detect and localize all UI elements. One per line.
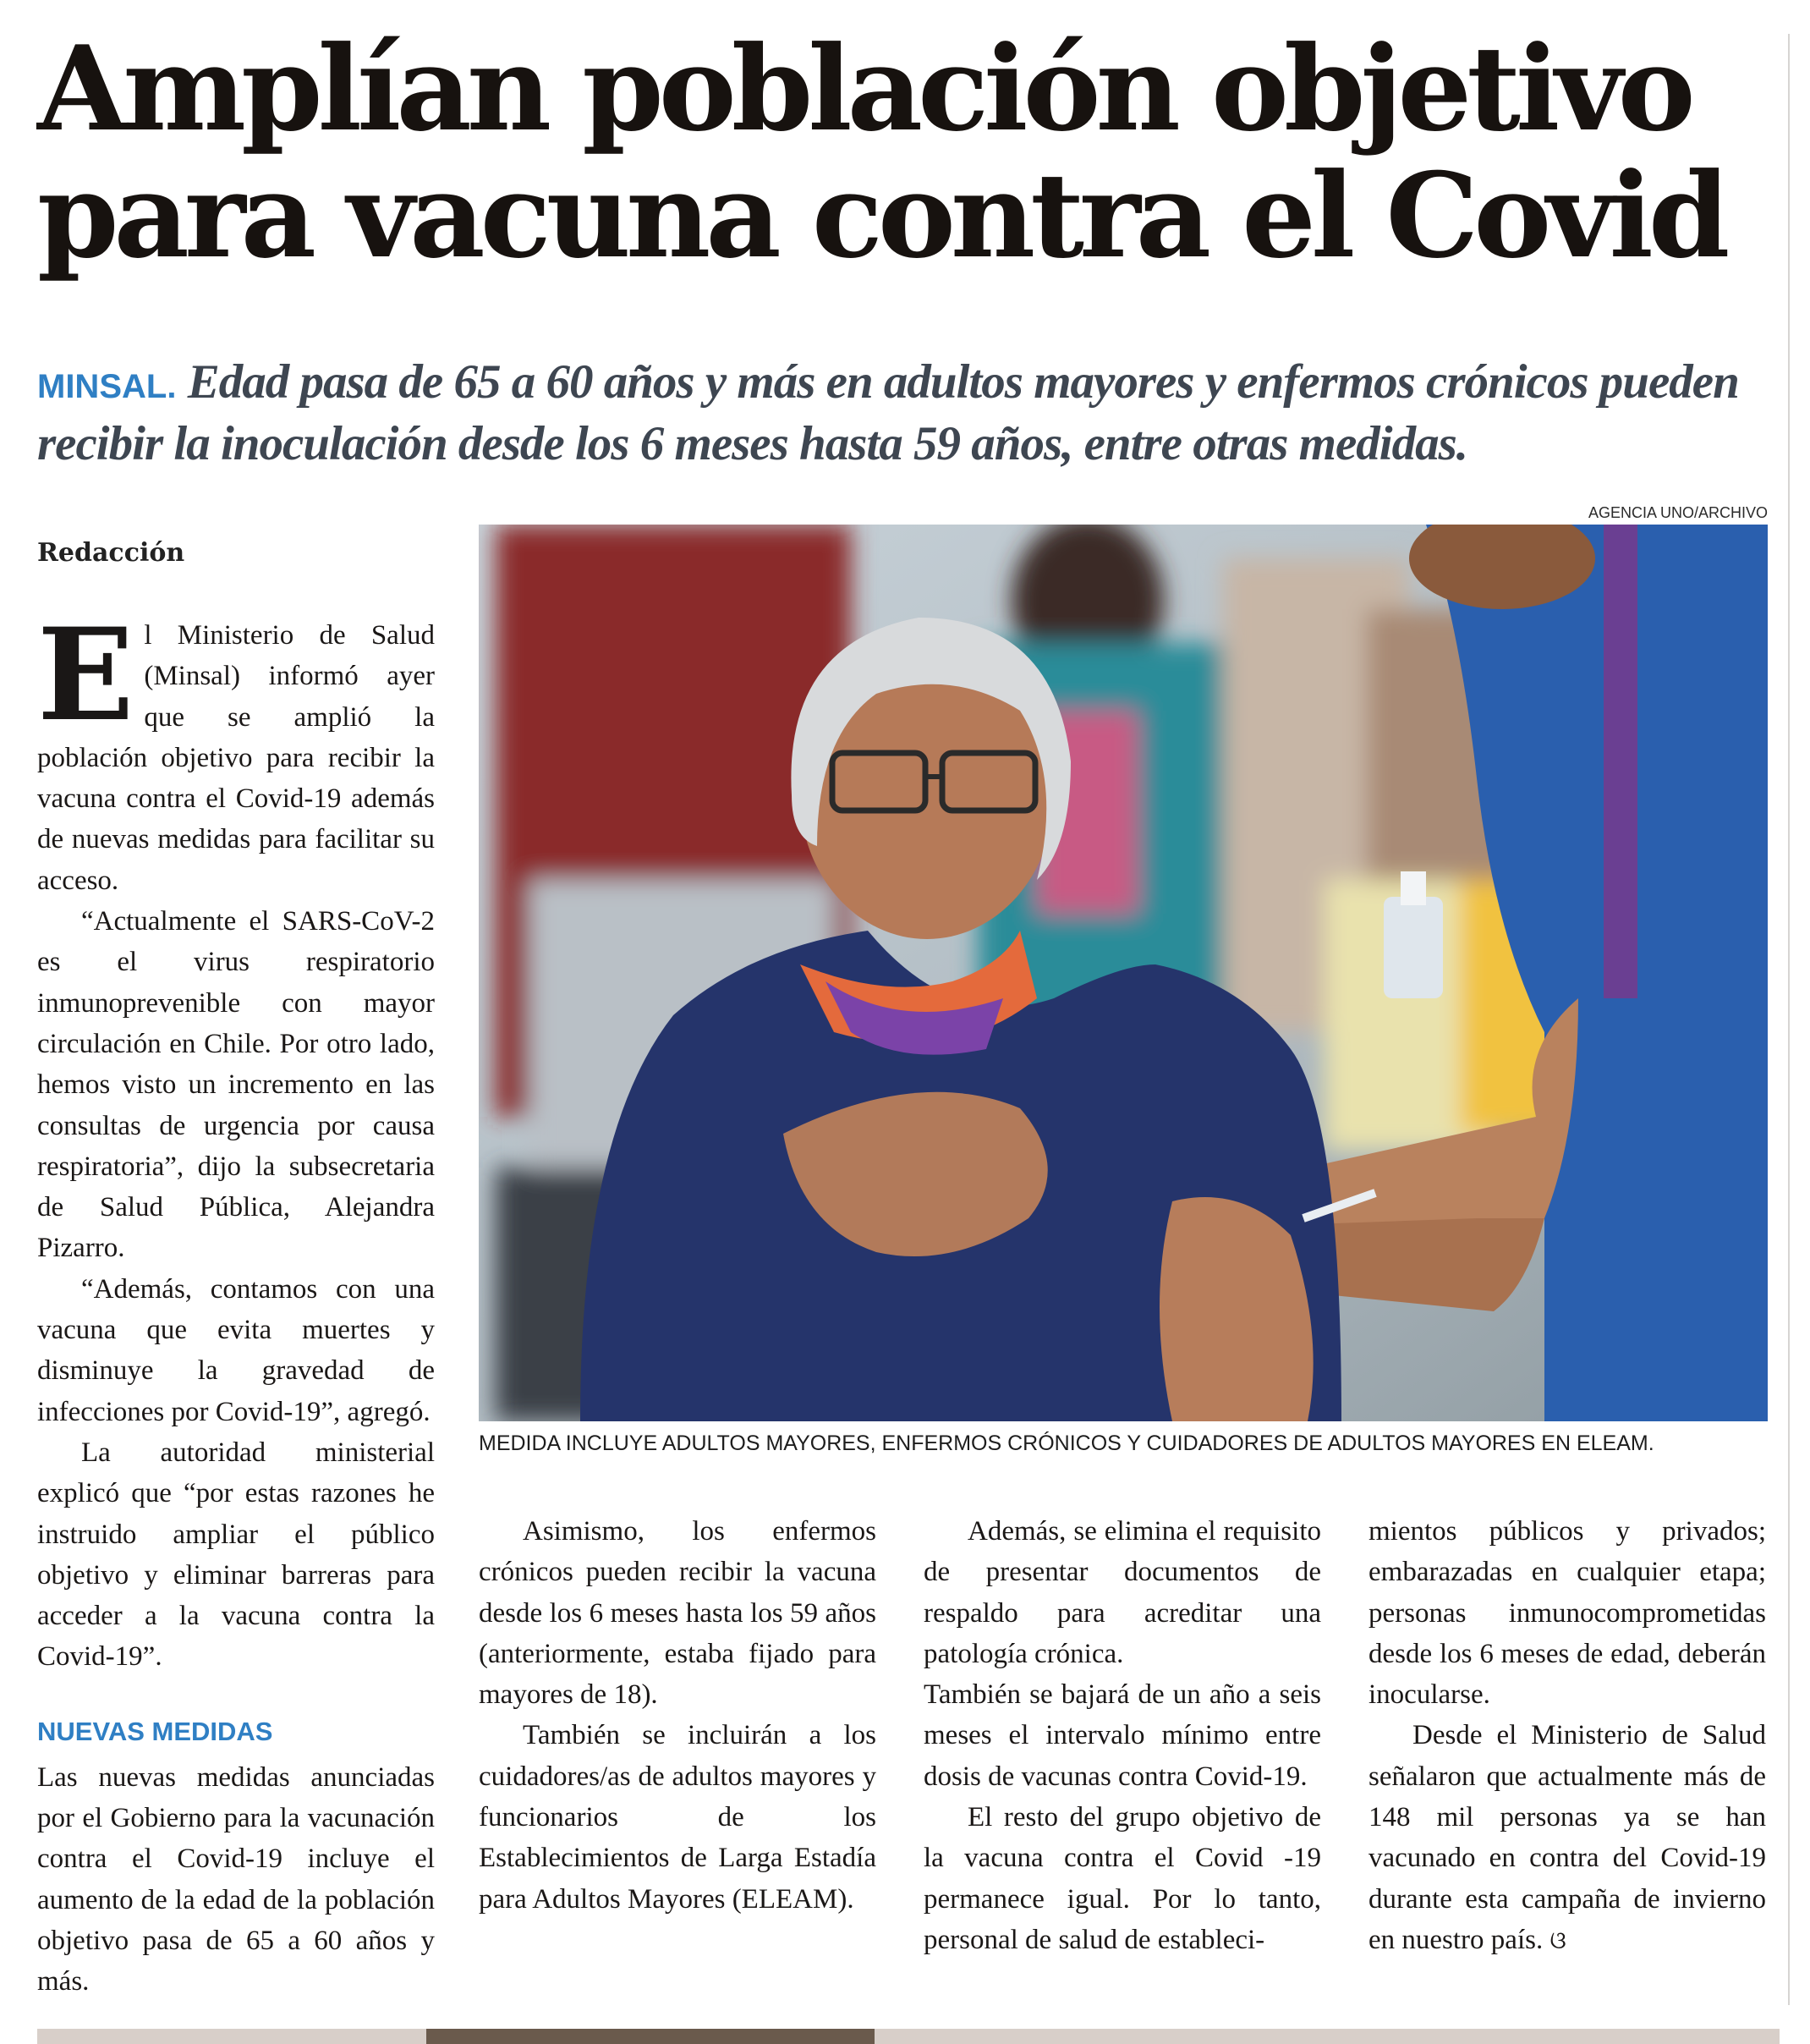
drop-cap: E bbox=[37, 601, 134, 750]
photo-caption: MEDIDA INCLUYE ADULTOS MAYORES, ENFERMOS CRÓNICOS Y CUIDADORES DE ADULTOS MAYORES EN ELEAM. bbox=[479, 1431, 1654, 1455]
paragraph-1-text: l Ministerio de Salud (Minsal) informó ayer que se amplió la población objetivo para recibir la vacuna contra el Covid-19 además de nuevas medidas para facilitar su acceso. bbox=[37, 620, 435, 896]
article-column-2 bbox=[479, 1511, 876, 1920]
next-article-strip bbox=[37, 2029, 1780, 2044]
headline-line-1: Amplían población objetivo bbox=[37, 19, 1691, 157]
article-column-3 bbox=[924, 1511, 1321, 1960]
paragraph-8: Además, se elimina el requisito de presentar documentos de respaldo para acreditar una patología crónica. bbox=[924, 1516, 1321, 1669]
column-rule bbox=[1788, 34, 1790, 2005]
paragraph-2: “Actualmente el SARS-CoV-2 es el virus respiratorio inmunoprevenible con mayor circulación en Chile. Por otro lado, hemos visto un incremento en las consultas de urgencia por causa respiratoria”, dijo la subsecretaria de Salud Pública, Alejandra Pizarro. bbox=[37, 906, 435, 1264]
next-article-image-edge bbox=[426, 2029, 875, 2044]
byline: Redacción bbox=[37, 538, 185, 568]
paragraph-11 bbox=[1368, 1715, 1766, 1961]
section-subhead: NUEVAS MEDIDAS bbox=[37, 1716, 273, 1746]
photo-credit: AGENCIA UNO/ARCHIVO bbox=[1588, 504, 1768, 521]
deck-kicker: MINSAL. bbox=[37, 368, 177, 405]
article-column-1 bbox=[37, 601, 435, 2003]
paragraph-10-continued: mientos públicos y privados; embarazadas en cualquier etapa; personas inmunocomprometidas desde los 6 meses de edad, deberán inocularse. bbox=[1368, 1516, 1766, 1711]
deck-text: Edad pasa de 65 a 60 años y más en adultos mayores y enfermos crónicos pueden recibir la inoculación desde los 6 meses hasta 59 años, entre otras medidas. bbox=[37, 355, 1739, 470]
headline-line-2: para vacuna contra el Covid bbox=[37, 146, 1725, 284]
paragraph-lead bbox=[37, 601, 435, 901]
vaccination-photo-illustration bbox=[479, 525, 1768, 1421]
article-column-4 bbox=[1368, 1511, 1766, 1961]
paragraph-11-text: Desde el Ministerio de Salud señalaron que actualmente más de 148 mil personas ya se han vacunado en contra del Covid-19 durante esta campaña de invierno en nuestro país. bbox=[1368, 1720, 1766, 1955]
paragraph-3: “Además, contamos con una vacuna que evita muertes y disminuye la gravedad de infecciones por Covid-19”, agregó. bbox=[37, 1273, 435, 1427]
paragraph-4: La autoridad ministerial explicó que “por estas razones he instruido ampliar el público objetivo y eliminar barreras para acceder a la vacuna contra la Covid-19”. bbox=[37, 1437, 435, 1673]
article-photo bbox=[479, 525, 1768, 1421]
paragraph-7: También se incluirán a los cuidadores/as de adultos mayores y funcionarios de los Establecimientos de Larga Estadía para Adultos Mayores (ELEAM). bbox=[479, 1720, 876, 1915]
paragraph-9: También se bajará de un año a seis meses el intervalo mínimo entre dosis de vacunas contra Covid-19. bbox=[924, 1679, 1321, 1792]
end-mark-icon: ଓ bbox=[1549, 1926, 1566, 1954]
headline bbox=[37, 19, 1763, 284]
deck-subtitle bbox=[37, 354, 1771, 473]
paragraph-5: Las nuevas medidas anunciadas por el Gobierno para la vacunación contra el Covid-19 incluye el aumento de la edad de la población objetivo pasa de 65 a 60 años y más. bbox=[37, 1761, 435, 1997]
paragraph-6: Asimismo, los enfermos crónicos pueden recibir la vacuna desde los 6 meses hasta los 59 años (anteriormente, estaba fijado para mayores de 18). bbox=[479, 1516, 876, 1711]
paragraph-10: El resto del grupo objetivo de la vacuna contra el Covid -19 permanece igual. Por lo tanto, personal de salud de estableci- bbox=[924, 1802, 1321, 1955]
